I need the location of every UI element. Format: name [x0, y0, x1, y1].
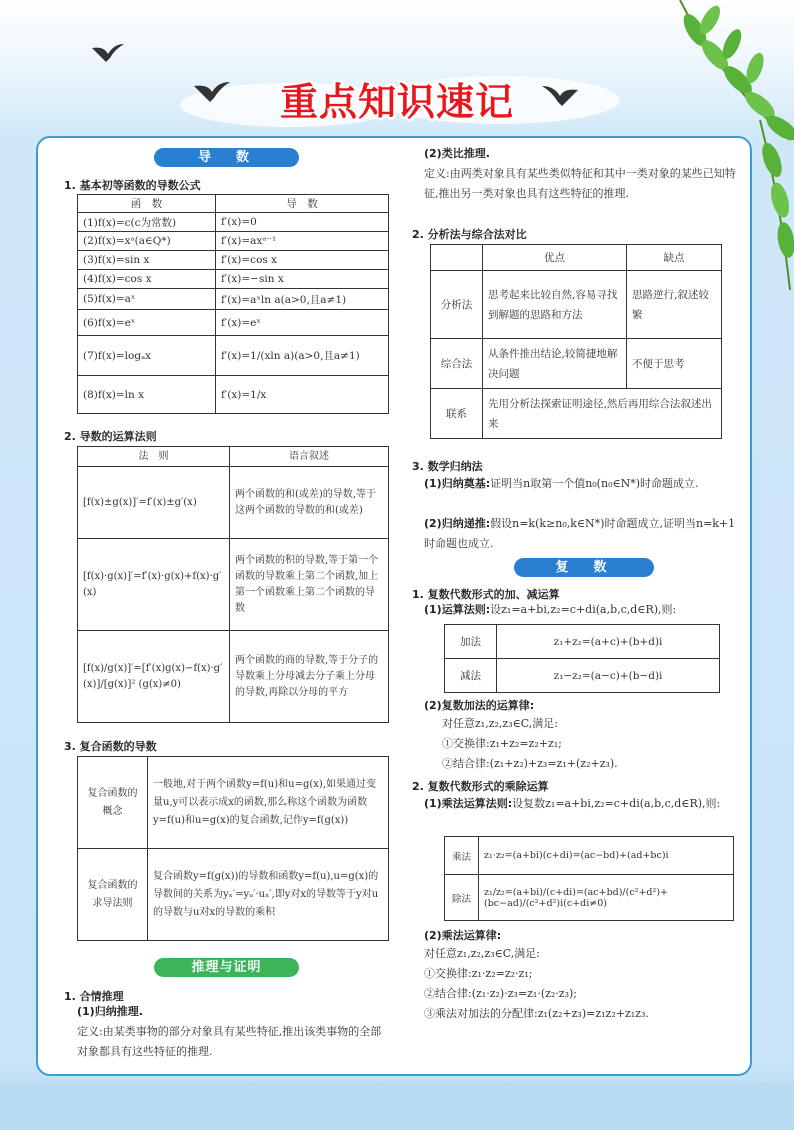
table-cell: 两个函数的积的导数,等于第一个函数的导数乘上第二个函数,加上第一个函数乘上第二个函数的导数: [230, 539, 389, 631]
table-cell: 减法: [445, 659, 497, 693]
table-cell: 加法: [445, 625, 497, 659]
d1-heading: 1. 基本初等函数的导数公式: [64, 179, 201, 192]
table-cell: 两个函数的商的导数,等于分子的导数乘上分母减去分子乘上分母的导数,再除以分母的平方: [230, 631, 389, 723]
mul-div-table: [444, 836, 734, 921]
r1-def2: 定义:由两类对象具有某些类似特征和其中一类对象的某些已知特征,推出另一类对象也具有这些特征的推理.: [424, 167, 736, 200]
swallow-icon: [192, 78, 232, 104]
derivative-rules-table: [77, 446, 389, 723]
table-cell: z₁−z₂=(a−c)+(b−d)i: [497, 659, 720, 693]
c2-rule-text: 设复数z₁=a+bi,z₂=c+di(a,b,c,d∈R),则:: [512, 797, 721, 810]
derivative-formula-table: [77, 194, 389, 414]
analysis-synthesis-table: [430, 244, 722, 439]
r1-def1: 定义:由某类事物的部分对象具有某些特征,推出该类事物的全部对象都具有这些特征的推理.: [77, 1025, 382, 1058]
swallow-icon: [540, 82, 580, 108]
r3-l2-label: (2)归纳递推:: [424, 517, 491, 530]
table-header: 法 则: [78, 447, 230, 467]
r1-sub2: (2)类比推理.: [424, 147, 490, 160]
table-cell: 除法: [445, 875, 479, 921]
c1-sub2: (2)复数加法的运算律:: [424, 699, 535, 712]
table-cell: f′(x)=axᵃ⁻¹: [216, 232, 389, 251]
c1-heading: 1. 复数代数形式的加、减运算: [412, 588, 560, 601]
bottom-band: [0, 1082, 794, 1130]
table-cell: 乘法: [445, 837, 479, 875]
d2-heading: 2. 导数的运算法则: [64, 430, 157, 443]
r3-line2: [424, 514, 746, 554]
table-cell: (6)f(x)=eˣ: [78, 310, 216, 336]
c1-rule: [424, 600, 746, 620]
table-header: 函 数: [78, 195, 216, 213]
c2-sub2: (2)乘法运算律:: [424, 929, 502, 942]
c1-any: 对任意z₁,z₂,z₃∈C,满足:: [442, 717, 558, 730]
table-cell: 思考起来比较自然,容易寻找到解题的思路和方法: [483, 271, 627, 339]
c2-any: 对任意z₁,z₂,z₃∈C,满足:: [424, 947, 540, 960]
r3-line1: [424, 474, 746, 494]
c1-rule-label: (1)运算法则:: [424, 603, 491, 616]
table-cell: [f(x)·g(x)]′=f′(x)·g(x)+f(x)·g′(x): [78, 539, 230, 631]
table-cell: f′(x)=cos x: [216, 251, 389, 270]
table-cell: 复合函数的概念: [78, 757, 148, 849]
table-cell: f′(x)=−sin x: [216, 270, 389, 289]
table-cell: f′(x)=aˣln a(a>0,且a≠1): [216, 289, 389, 310]
table-cell: f′(x)=0: [216, 213, 389, 232]
table-cell: 复合函数的求导法则: [78, 849, 148, 941]
table-cell: 先用分析法探索证明途径,然后再用综合法叙述出来: [483, 389, 722, 439]
c2-law2: ②结合律:(z₁·z₂)·z₃=z₁·(z₂·z₃);: [424, 987, 578, 1000]
d3-heading: 3. 复合函数的导数: [64, 740, 157, 753]
table-cell: (7)f(x)=logₐx: [78, 336, 216, 376]
table-cell: z₁/z₂=(a+bi)/(c+di)=(ac+bd)/(c²+d²)+(bc−ad)/(c²+d²)i(c+di≠0): [479, 875, 734, 921]
r3-l1-label: (1)归纳奠基:: [424, 477, 491, 490]
r3-l1-text: 证明当n取第一个值n₀(n₀∈N*)时命题成立.: [490, 477, 699, 490]
swallow-icon: [90, 42, 126, 64]
c2-heading: 2. 复数代数形式的乘除运算: [412, 780, 549, 793]
table-cell: (1)f(x)=c(c为常数): [78, 213, 216, 232]
table-cell: 分析法: [431, 271, 483, 339]
add-sub-table: [444, 624, 720, 693]
section-reasoning: 推理与证明: [154, 958, 299, 977]
c2-law3: ③乘法对加法的分配律:z₁(z₂+z₃)=z₁z₂+z₁z₃.: [424, 1007, 649, 1020]
section-derivative: 导 数: [154, 148, 299, 167]
c1-law1: ①交换律:z₁+z₂=z₂+z₁;: [442, 737, 562, 750]
table-cell: f′(x)=1/x: [216, 376, 389, 414]
table-cell: 综合法: [431, 339, 483, 389]
c2-law1: ①交换律:z₁·z₂=z₂·z₁;: [424, 967, 533, 980]
table-cell: (3)f(x)=sin x: [78, 251, 216, 270]
table-cell: z₁·z₂=(a+bi)(c+di)=(ac−bd)+(ad+bc)i: [479, 837, 734, 875]
table-cell: [f(x)±g(x)]′=f′(x)±g′(x): [78, 467, 230, 539]
table-cell: f′(x)=eˣ: [216, 310, 389, 336]
table-cell: (8)f(x)=ln x: [78, 376, 216, 414]
section-complex: 复 数: [514, 558, 654, 577]
c1-law2: ②结合律:(z₁+z₂)+z₃=z₁+(z₂+z₃).: [442, 757, 618, 770]
table-cell: f′(x)=1/(xln a)(a>0,且a≠1): [216, 336, 389, 376]
c1-rule-text: 设z₁=a+bi,z₂=c+di(a,b,c,d∈R),则:: [490, 603, 677, 616]
table-cell: (2)f(x)=xᵃ(a∈Q*): [78, 232, 216, 251]
table-header: 优点: [483, 245, 627, 271]
r1-heading: 1. 合情推理: [64, 990, 124, 1003]
r3-heading: 3. 数学归纳法: [412, 460, 483, 473]
table-cell: 一般地,对于两个函数y=f(u)和u=g(x),如果通过变量u,y可以表示成x的函数,那么称这个函数为函数y=f(u)和u=g(x)的复合函数,记作y=f(g(x)): [148, 757, 389, 849]
composite-function-table: [77, 756, 389, 941]
table-cell: [f(x)/g(x)]′=[f′(x)g(x)−f(x)·g′(x)]/[g(x)]² (g(x)≠0): [78, 631, 230, 723]
table-header: [431, 245, 483, 271]
c2-rule: [424, 794, 746, 814]
r3-l2-text: 假设n=k(k≥n₀,k∈N*)时命题成立,证明当n=k+1时命题也成立.: [424, 517, 736, 550]
table-header: 缺点: [627, 245, 722, 271]
table-cell: 从条件推出结论,较简捷地解决问题: [483, 339, 627, 389]
table-cell: 复合函数y=f(g(x))的导数和函数y=f(u),u=g(x)的导数间的关系为yₓ′=yᵤ′·uₓ′,即y对x的导数等于y对u的导数与u对x的导数的乘积: [148, 849, 389, 941]
table-header: 导 数: [216, 195, 389, 213]
table-cell: 两个函数的和(或差)的导数,等于这两个函数的导数的和(或差): [230, 467, 389, 539]
table-cell: 不便于思考: [627, 339, 722, 389]
table-cell: 联系: [431, 389, 483, 439]
c2-rule-label: (1)乘法运算法则:: [424, 797, 513, 810]
table-cell: 思路逆行,叙述较繁: [627, 271, 722, 339]
table-cell: z₁+z₂=(a+c)+(b+d)i: [497, 625, 720, 659]
r2-heading: 2. 分析法与综合法对比: [412, 228, 527, 241]
table-cell: (5)f(x)=aˣ: [78, 289, 216, 310]
table-cell: (4)f(x)=cos x: [78, 270, 216, 289]
r1-sub1: (1)归纳推理.: [77, 1005, 143, 1018]
page-title: 重点知识速记: [279, 80, 514, 124]
table-header: 语言叙述: [230, 447, 389, 467]
